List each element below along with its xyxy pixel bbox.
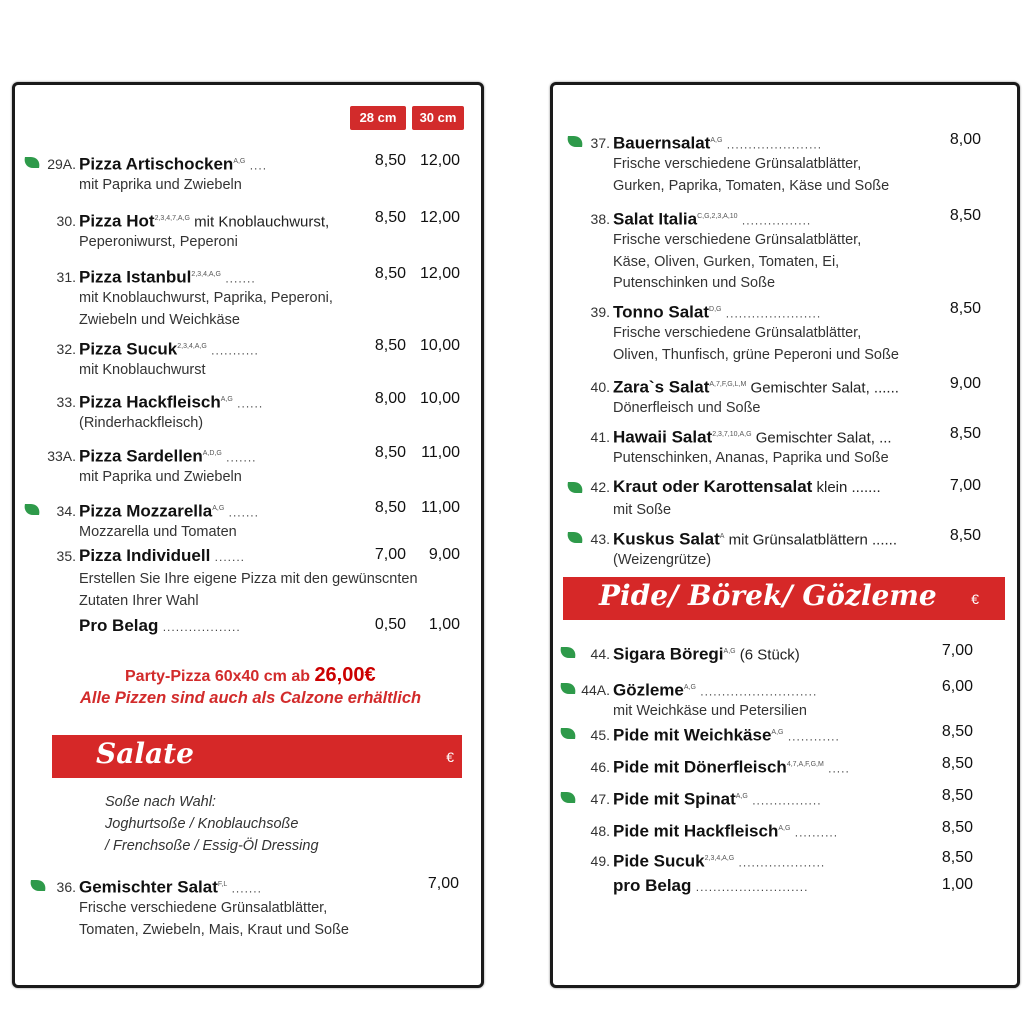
item-name: Bauernsalat: [613, 133, 711, 153]
item-name: Zara`s Salat: [613, 377, 710, 397]
item-price: 8,50: [941, 849, 973, 866]
item-title-line: [570, 786, 822, 811]
allergen-codes: 2,3,4,A,G: [191, 271, 221, 278]
item-number: 29A.: [47, 156, 76, 173]
item-description: Oliven, Thunfisch, grüne Peperoni und Soße: [613, 346, 899, 363]
item-number: 41.: [590, 429, 610, 446]
item-price: 8,50: [949, 425, 981, 442]
item-description: Putenschinken, Ananas, Paprika und Soße: [613, 450, 889, 466]
leader-dots: .....: [823, 761, 850, 776]
allergen-codes: A,D,G: [202, 450, 222, 457]
item-inline-note: mit Grünsalatblättern ......: [724, 531, 898, 549]
item-description: mit Knoblauchwurst: [79, 362, 206, 378]
currency-label: €: [971, 591, 979, 607]
item-number: 44A.: [581, 682, 610, 699]
item-description: Tomaten, Zwiebeln, Mais, Kraut und Soße: [79, 921, 349, 938]
party-pizza-price: 26,00€: [314, 664, 376, 686]
item-title-line: [570, 848, 825, 873]
item-title-line: [570, 424, 892, 449]
allergen-codes: A,G: [683, 684, 696, 691]
size-28-badge: 28 cm: [350, 106, 406, 130]
item-price: 8,50: [941, 787, 973, 804]
allergen-codes: A,G: [771, 729, 784, 736]
item-title-line: [570, 754, 850, 779]
item-description: mit Knoblauchwurst, Paprika, Peperoni,: [79, 290, 333, 306]
item-description: Putenschinken und Soße: [613, 275, 776, 291]
leader-dots: ......................: [722, 137, 823, 152]
currency-label: €: [446, 749, 454, 765]
item-price: 1,00: [428, 616, 460, 633]
item-description: Gurken, Paprika, Tomaten, Käse und Soße: [613, 177, 890, 194]
item-price: 8,50: [374, 337, 406, 354]
item-price: 8,00: [949, 131, 981, 148]
item-title-line: [36, 545, 245, 568]
allergen-codes: C,G,2,3,A,10: [697, 213, 738, 220]
item-price: 10,00: [419, 390, 460, 407]
leader-dots: .......: [210, 550, 245, 564]
item-name: Pide mit Hackfleisch: [613, 821, 779, 841]
item-price: 7,00: [427, 875, 459, 892]
allergen-codes: A,G: [735, 793, 748, 800]
item-name: Gemischter Salat: [79, 877, 218, 897]
leader-dots: ....: [245, 158, 268, 173]
item-number: 36.: [56, 879, 76, 896]
item-title-line: [36, 336, 259, 361]
item-number: 34.: [56, 503, 76, 520]
item-name: Salat Italia: [613, 209, 698, 229]
item-name: Pizza Mozzarella: [79, 501, 213, 521]
item-description: Mozzarella und Tomaten: [79, 524, 237, 540]
item-description: mit Soße: [613, 502, 672, 518]
item-title-line: [570, 722, 840, 747]
item-price: 8,50: [949, 300, 981, 317]
item-number: 43.: [590, 531, 610, 548]
item-name: Pide mit Dönerfleisch: [613, 757, 787, 777]
size-30-badge: 30 cm: [412, 106, 464, 130]
item-price: 8,50: [374, 209, 406, 226]
item-name: Pizza Istanbul: [79, 267, 192, 287]
item-description: Frische verschiedene Grünsalatblätter,: [613, 232, 862, 248]
item-title-line: [36, 151, 267, 176]
salate-banner: [52, 735, 462, 778]
allergen-codes: 4,7,A,F,G,M: [786, 761, 824, 768]
allergen-codes: F,L: [217, 881, 228, 888]
allergen-codes: A: [719, 533, 725, 540]
item-price: 6,00: [941, 678, 973, 695]
pide-banner: [563, 577, 1005, 620]
leader-dots: ................: [737, 213, 812, 228]
item-number: 31.: [56, 269, 76, 286]
salate-title: Salate: [96, 737, 194, 770]
calzone-note: Alle Pizzen sind auch als Calzone erhältlich: [80, 689, 422, 707]
item-number: 49.: [590, 853, 610, 870]
allergen-codes: A,G: [778, 825, 791, 832]
party-pizza-text: [125, 664, 376, 687]
item-description: Käse, Oliven, Gurken, Tomaten, Ei,: [613, 253, 840, 270]
item-description: mit Paprika und Zwiebeln: [79, 177, 242, 193]
item-name: Pro Belag: [79, 616, 159, 635]
leader-dots: ..........................: [691, 880, 809, 894]
item-name: pro Belag: [613, 876, 692, 895]
item-description: Zutaten Ihrer Wahl: [79, 592, 199, 609]
item-number: 46.: [590, 759, 610, 776]
item-name: Pizza Artischocken: [79, 154, 234, 174]
leader-dots: ................: [747, 793, 822, 808]
item-price: 9,00: [428, 546, 460, 563]
item-name: Sigara Böregi: [613, 644, 724, 664]
item-name: Gözleme: [613, 680, 684, 700]
leader-dots: ..........: [790, 825, 839, 840]
item-name: Pizza Sucuk: [79, 339, 178, 359]
item-price: 8,50: [941, 819, 973, 836]
item-price: 8,50: [949, 527, 981, 544]
item-price: 11,00: [421, 444, 460, 461]
item-number: 39.: [590, 304, 610, 321]
item-name: Pide Sucuk: [613, 851, 705, 871]
item-number: 37.: [590, 135, 610, 152]
item-description: Peperoniwurst, Peperoni: [79, 234, 238, 250]
item-title-line: [570, 374, 899, 399]
item-price: 10,00: [419, 337, 460, 354]
item-name: Pizza Hackfleisch: [79, 392, 221, 412]
item-price: 9,00: [949, 375, 981, 392]
item-number: 32.: [56, 341, 76, 358]
leader-dots: ....................: [734, 855, 826, 870]
item-inline-note: Gemischter Salat, ......: [746, 379, 899, 397]
item-number: 33A.: [47, 448, 76, 465]
item-title-line: [36, 615, 241, 638]
item-name: Kuskus Salat: [613, 529, 720, 549]
item-description: Frische verschiedene Grünsalatblätter,: [79, 900, 328, 916]
item-number: 44.: [590, 646, 610, 663]
item-price: 7,00: [374, 546, 406, 563]
party-pizza-label: Party-Pizza 60x40 cm ab: [125, 668, 315, 685]
item-name: Hawaii Salat: [613, 427, 713, 447]
item-price: 8,50: [949, 207, 981, 224]
item-name: Pide mit Spinat: [613, 789, 736, 809]
allergen-codes: 2,3,4,7,A,G: [154, 215, 190, 222]
item-title-line: [36, 498, 259, 523]
item-name: Pide mit Weichkäse: [613, 725, 772, 745]
allergen-codes: D,G: [709, 306, 722, 313]
allergen-codes: 2,3,4,A,G: [177, 343, 207, 350]
leader-dots: .......: [221, 450, 257, 465]
item-price: 8,50: [941, 755, 973, 772]
leader-dots: ...........: [206, 343, 259, 358]
allergen-codes: 2,3,4,A,G: [704, 855, 735, 862]
item-title-line: [36, 443, 257, 468]
item-title-line: [570, 526, 897, 551]
allergen-codes: A,G: [710, 137, 723, 144]
item-title-line: [570, 875, 808, 898]
item-price: 0,50: [374, 616, 406, 633]
item-name: Tonno Salat: [613, 302, 710, 322]
leader-dots: ...........................: [695, 684, 818, 699]
leader-dots: .......: [227, 881, 262, 896]
item-inline-note: Gemischter Salat, ...: [751, 429, 892, 447]
item-description: mit Paprika und Zwiebeln: [79, 469, 242, 485]
item-price: 11,00: [421, 499, 460, 516]
item-description: Frische verschiedene Grünsalatblätter,: [613, 325, 862, 341]
item-price: 12,00: [419, 265, 460, 282]
item-description: (Rinderhackfleisch): [79, 415, 204, 431]
item-name: Kraut oder Karottensalat: [613, 477, 813, 496]
item-price: 12,00: [419, 209, 460, 226]
item-title-line: [570, 130, 822, 155]
item-number: 45.: [590, 727, 610, 744]
allergen-codes: A,G: [233, 158, 246, 165]
item-inline-note: mit Knoblauchwurst,: [189, 213, 330, 231]
leader-dots: ......: [232, 396, 264, 411]
item-price: 8,50: [374, 152, 406, 169]
item-inline-note: (6 Stück): [735, 646, 800, 664]
item-inline-note: klein .......: [812, 479, 881, 496]
item-price: 8,50: [374, 265, 406, 282]
item-title-line: [570, 476, 881, 499]
item-price: 8,00: [374, 390, 406, 407]
item-description: (Weizengrütze): [613, 552, 712, 568]
leader-dots: ......................: [721, 306, 822, 321]
item-title-line: [570, 299, 821, 324]
item-price: 12,00: [419, 152, 460, 169]
item-number: 33.: [56, 394, 76, 411]
item-title-line: [36, 208, 329, 233]
item-price: 7,00: [941, 642, 973, 659]
item-description: Dönerfleisch und Soße: [613, 400, 761, 416]
item-price: 8,50: [941, 723, 973, 740]
item-number: 40.: [590, 379, 610, 396]
item-title-line: [570, 206, 811, 231]
sauce-line: Joghurtsoße / Knoblauchsoße: [105, 816, 299, 832]
item-price: 7,00: [949, 477, 981, 494]
item-title-line: [36, 874, 262, 899]
item-price: 1,00: [941, 876, 973, 893]
sauce-line: / Frenchsoße / Essig-Öl Dressing: [105, 838, 319, 854]
item-title-line: [570, 818, 838, 843]
item-description: Frische verschiedene Grünsalatblätter,: [613, 156, 862, 172]
item-description: Zwiebeln und Weichkäse: [79, 311, 240, 328]
item-name: Pizza Individuell: [79, 546, 211, 565]
allergen-codes: A,G: [723, 648, 736, 655]
item-number: 48.: [590, 823, 610, 840]
pide-title: Pide/ Börek/ Gözleme: [599, 579, 937, 612]
item-number: 38.: [590, 211, 610, 228]
leader-dots: ............: [783, 729, 840, 744]
leader-dots: .......: [221, 271, 256, 286]
allergen-codes: 2,3,7,10,A,G: [712, 431, 752, 438]
item-title-line: [36, 389, 263, 414]
item-number: 42.: [590, 479, 610, 495]
leader-dots: .......: [224, 505, 259, 520]
item-description: mit Weichkäse und Petersilien: [613, 703, 807, 719]
leader-dots: ..................: [158, 620, 241, 634]
item-number: 47.: [590, 791, 610, 808]
item-name: Pizza Sardellen: [79, 446, 203, 466]
item-name: Pizza Hot: [79, 211, 155, 231]
allergen-codes: A,G: [220, 396, 233, 403]
item-price: 8,50: [374, 444, 406, 461]
allergen-codes: A,7,F,G,L,M: [709, 381, 747, 388]
item-title-line: [570, 677, 817, 702]
item-title-line: [36, 264, 256, 289]
item-title-line: [570, 641, 800, 666]
item-description: Erstellen Sie Ihre eigene Pizza mit den gewünscnten: [79, 571, 418, 587]
sauce-line: Soße nach Wahl:: [105, 794, 216, 810]
item-number: 30.: [56, 213, 76, 230]
allergen-codes: A,G: [212, 505, 225, 512]
item-number: 35.: [56, 548, 76, 564]
item-price: 8,50: [374, 499, 406, 516]
